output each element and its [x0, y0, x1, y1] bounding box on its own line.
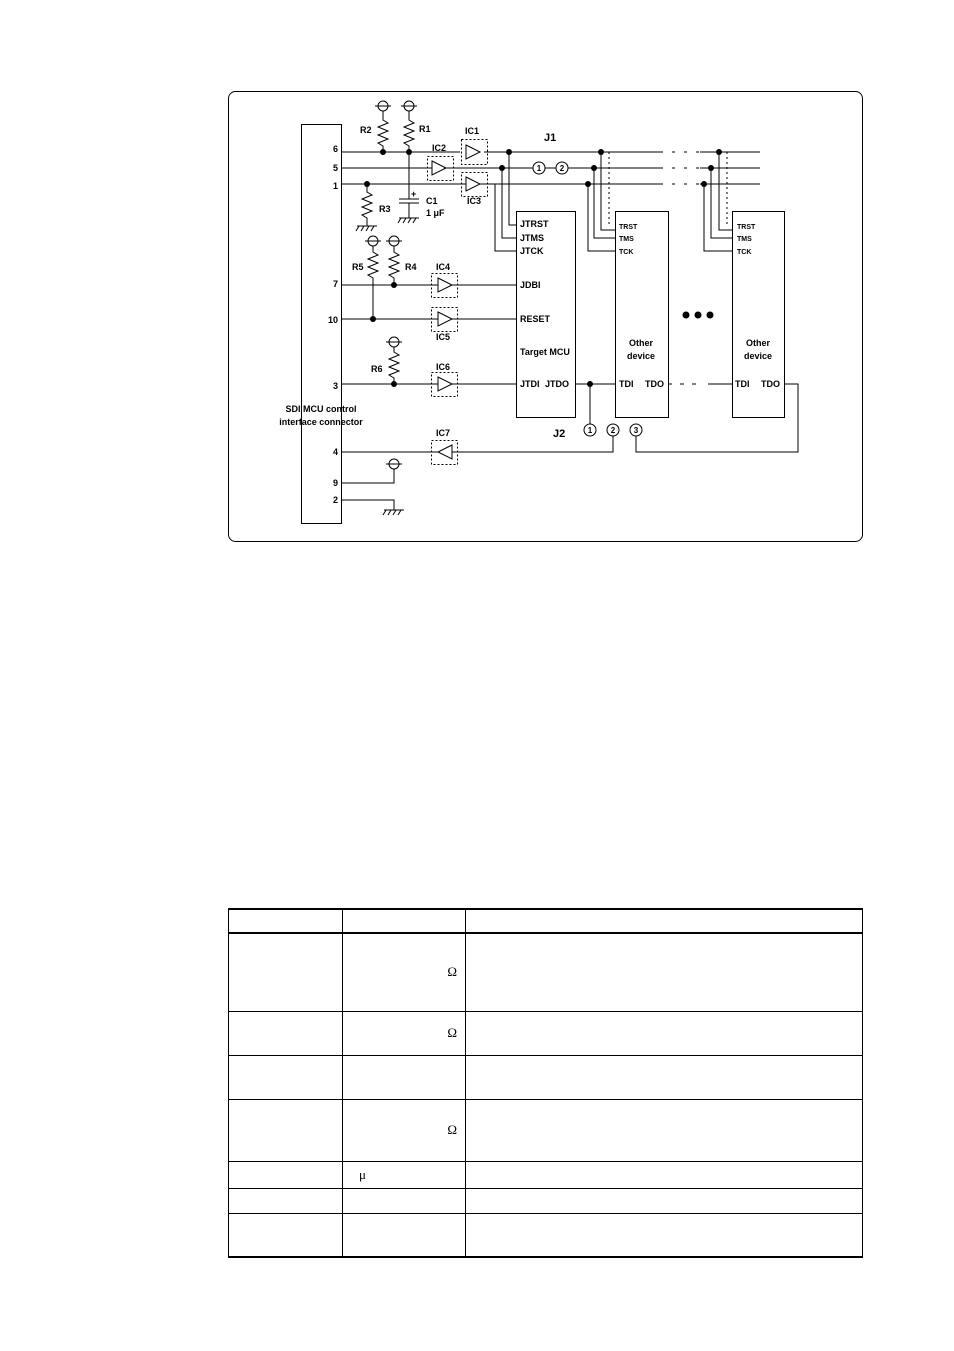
resistor-r4-label: R4: [405, 262, 417, 272]
table-cell: [466, 1161, 863, 1188]
table-header-cell: [229, 909, 343, 933]
pin-5: 5: [332, 163, 338, 173]
ic3-label: IC3: [467, 196, 482, 206]
table-cell: [343, 1188, 466, 1213]
table-cell: [343, 1055, 466, 1099]
table-cell: [466, 1213, 863, 1257]
resistor-r5-label: R5: [352, 262, 364, 272]
table-cell: Ω: [343, 933, 466, 1011]
table-cell: [466, 1011, 863, 1055]
table-row: [229, 1213, 863, 1257]
table-header-cell: [343, 909, 466, 933]
device1-tck: TCK: [619, 249, 634, 256]
device2-tms: TMS: [737, 236, 752, 243]
resistor-r2-label: R2: [360, 125, 372, 135]
table-row: [229, 1161, 863, 1188]
device1-tms: TMS: [619, 236, 634, 243]
pin-10: 10: [327, 315, 338, 325]
device1-tdo: TDO: [645, 379, 664, 389]
device2-name-2: device: [743, 351, 773, 361]
pin-1: 1: [332, 181, 338, 191]
table-row: [229, 933, 863, 1011]
capacitor-polarity: +: [411, 189, 417, 199]
table-cell: [229, 1099, 343, 1161]
connector-label-1: SDI MCU control: [285, 404, 357, 414]
table-cell: [229, 1213, 343, 1257]
table-cell: [229, 1011, 343, 1055]
pin-jtdo: JTDO: [545, 379, 570, 389]
table-cell: Ω: [343, 1099, 466, 1161]
resistor-r3-label: R3: [379, 204, 391, 214]
table-cell: [229, 1055, 343, 1099]
component-table: [228, 908, 863, 1258]
table-row: [229, 1188, 863, 1213]
device2-name-1: Other: [745, 338, 771, 348]
device1-tdi: TDI: [619, 379, 634, 389]
target-mcu-label: Target MCU: [520, 347, 570, 357]
circled-1-j1: 1: [536, 164, 542, 173]
schematic-diagram: [0, 0, 954, 560]
capacitor-name: C1: [426, 196, 438, 206]
pin-9: 9: [332, 478, 338, 488]
table-cell: [466, 1188, 863, 1213]
pin-jtdi: JTDI: [520, 379, 540, 389]
ic4-label: IC4: [436, 262, 451, 272]
pin-3: 3: [332, 381, 338, 391]
pin-reset: RESET: [520, 314, 551, 324]
device2-tck: TCK: [737, 249, 752, 256]
device1-trst: TRST: [619, 224, 638, 231]
pin-jtms: JTMS: [520, 233, 545, 243]
ic5-label: IC5: [436, 332, 451, 342]
pin-jdbi: JDBI: [520, 280, 541, 290]
table-header-cell: [466, 909, 863, 933]
ellipsis-dot: [707, 312, 714, 319]
table-cell: Ω: [343, 1011, 466, 1055]
table-cell: [229, 1161, 343, 1188]
circled-2-j2: 2: [610, 426, 616, 435]
ellipsis-dot: [695, 312, 702, 319]
pin-jtrst: JTRST: [520, 219, 549, 229]
pin-7: 7: [332, 279, 338, 289]
circled-2-j1: 2: [559, 164, 565, 173]
table-cell: [466, 1099, 863, 1161]
table-cell: [229, 933, 343, 1011]
table-cell: μ: [343, 1161, 466, 1188]
table-cell: [343, 1213, 466, 1257]
jumper-j1-label: J1: [544, 132, 557, 144]
pin-2: 2: [332, 495, 338, 505]
pin-6: 6: [332, 144, 338, 154]
connector-label-2: interface connector: [279, 417, 363, 427]
jumper-j2-label: J2: [553, 428, 566, 440]
device1-name-2: device: [626, 351, 656, 361]
ic7-label: IC7: [436, 428, 451, 438]
table-cell: [229, 1188, 343, 1213]
circled-3-j2: 3: [633, 426, 639, 435]
ic2-label: IC2: [432, 143, 447, 153]
device2-tdo: TDO: [761, 379, 780, 389]
ic6-label: IC6: [436, 362, 451, 372]
resistor-r6-label: R6: [371, 364, 383, 374]
table-row: [229, 1055, 863, 1099]
table-header-row: [229, 909, 863, 933]
resistor-r1-label: R1: [419, 124, 431, 134]
ellipsis-dot: [683, 312, 690, 319]
pin-jtck: JTCK: [520, 246, 544, 256]
device2-trst: TRST: [737, 224, 756, 231]
capacitor-value: 1 μF: [426, 208, 445, 218]
table-row: [229, 1011, 863, 1055]
ic1-label: IC1: [465, 126, 480, 136]
table-row: [229, 1099, 863, 1161]
device1-name-1: Other: [628, 338, 654, 348]
pin-4: 4: [332, 447, 338, 457]
table-cell: [466, 933, 863, 1011]
device2-tdi: TDI: [735, 379, 750, 389]
circled-1-j2: 1: [587, 426, 593, 435]
table-cell: [466, 1055, 863, 1099]
